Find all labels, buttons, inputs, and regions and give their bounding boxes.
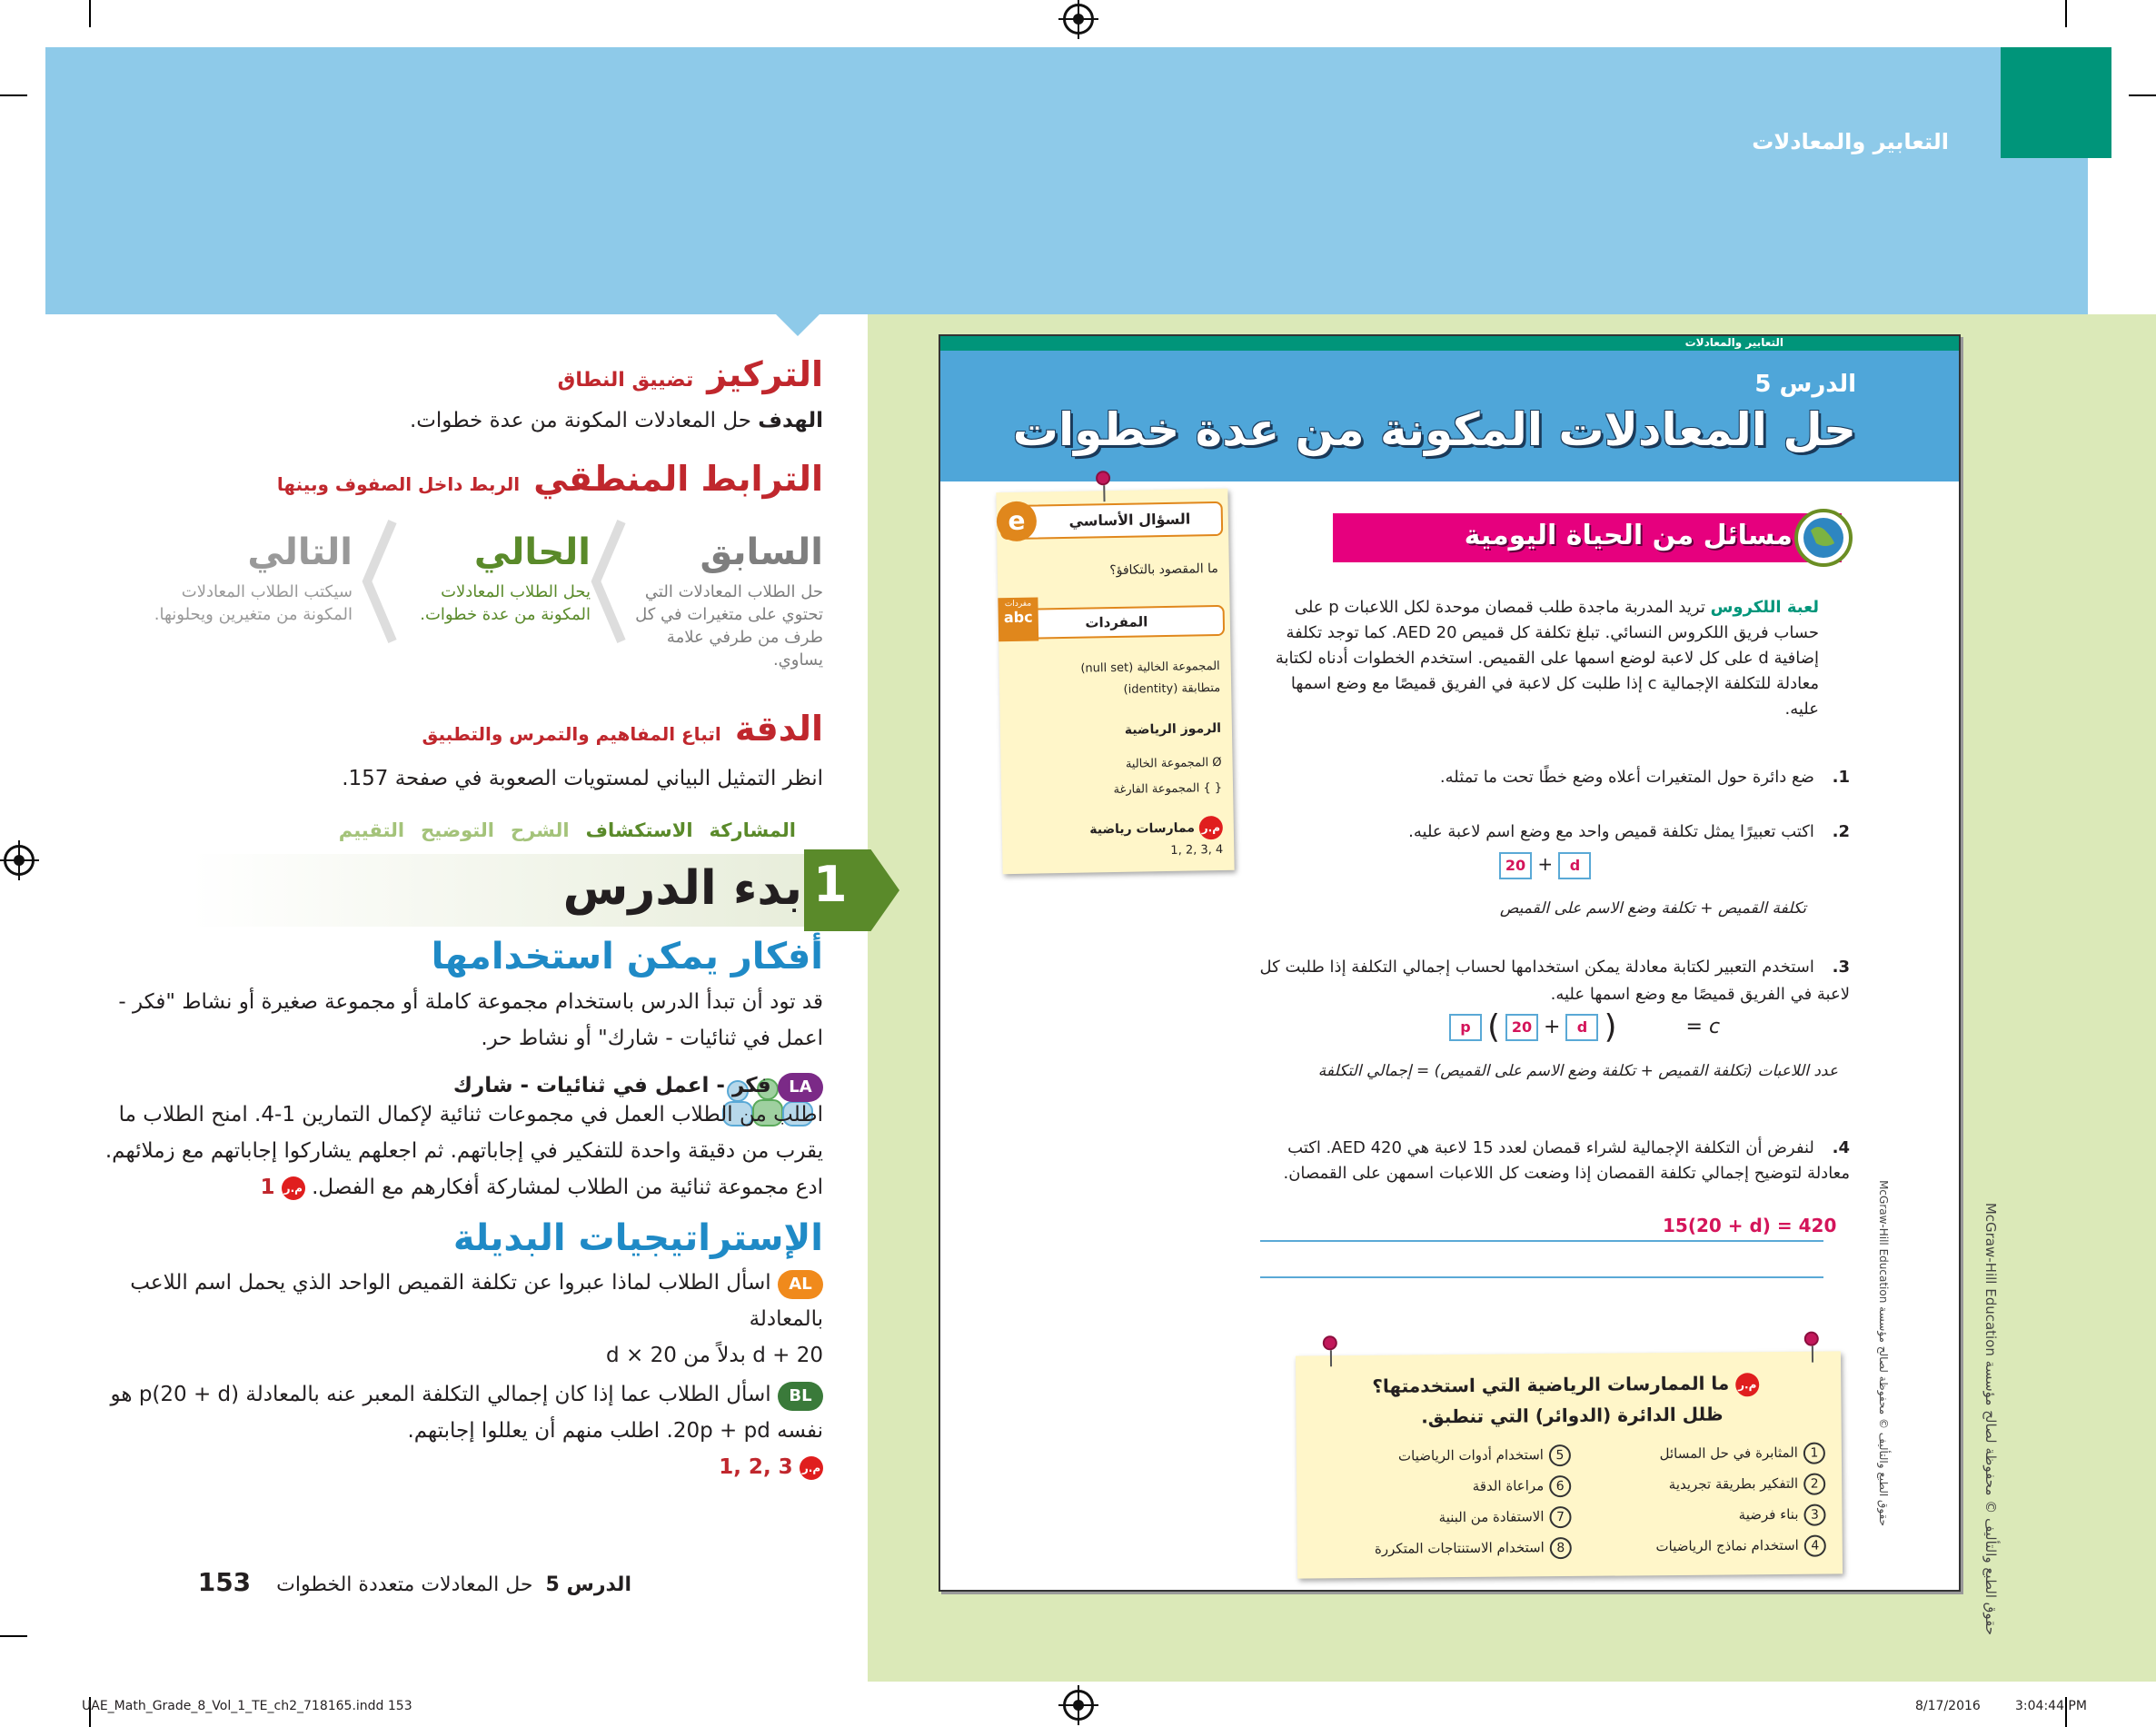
symbols-title: الرموز الرياضية bbox=[1124, 720, 1222, 738]
mp-q-sub: ظلل الدائرة (الدوائر) التي تنطبق. bbox=[1421, 1403, 1724, 1428]
pin-icon bbox=[1323, 1335, 1337, 1350]
q3-box-d: d bbox=[1565, 1014, 1598, 1041]
intro-text: تريد المدربة ماجدة طلب قمصان موحدة لكل اللاعبات p على حساب فريق اللكروس النسائي. تبلغ تكلفة كل قميص 20 AED. كما توجد تكلفة إضافية d على كل لاعبة لوضع اسمها على القميص. استخدم الخطوات أدناه لكتابة معادلة للتكلفة الإجمالية c إذا طلبت كل لاعبة في الفريق قميصًا مع وضع اسمها عليه. bbox=[1275, 598, 1819, 719]
q3-box-20: 20 bbox=[1505, 1014, 1538, 1041]
copyright-small: حقوق الطبع والتأليف © محفوظة لصالح مؤسسة McGraw-Hill Education bbox=[1877, 1180, 1890, 1526]
practices-row bbox=[1089, 816, 1223, 842]
al-block bbox=[78, 1265, 823, 1374]
q2-number: 2. bbox=[1832, 822, 1850, 841]
mp-q-row bbox=[1372, 1372, 1759, 1399]
focus-sub: تضييق النطاق bbox=[557, 369, 694, 392]
footer-lesson-label: الدرس 5 bbox=[545, 1573, 631, 1596]
mp-option[interactable] bbox=[1571, 1443, 1825, 1466]
file-name: UAE_Math_Grade_8_Vol_1_TE_ch2_718165.indd 153 bbox=[82, 1699, 412, 1713]
vocab-tag-icon: مفردات abc bbox=[998, 597, 1038, 641]
chapter-title: التعابير والمعادلات bbox=[1752, 129, 1949, 154]
mp-option-circle[interactable]: 1 bbox=[1803, 1443, 1825, 1464]
phase-engage: المشاركة bbox=[709, 819, 796, 841]
mp-option-label: مراعاة الدقة bbox=[1472, 1477, 1545, 1494]
mp-option-circle[interactable]: 7 bbox=[1549, 1506, 1571, 1528]
symbols-list bbox=[1113, 750, 1223, 803]
q4-number: 4. bbox=[1832, 1138, 1850, 1157]
crop-mark bbox=[2065, 0, 2067, 27]
q2-box-d: d bbox=[1558, 852, 1591, 879]
intro-paragraph bbox=[1256, 595, 1819, 722]
mp-q-title: ما الممارسات الرياضية التي استخدمتها؟ bbox=[1372, 1372, 1730, 1397]
pin-icon bbox=[1804, 1332, 1819, 1346]
ideas-text: قد تود أن تبدأ الدرس باستخدام مجموعة كاملة أو مجموعة صغيرة أو نشاط "فكر - اعمل في ثنائيات - شارك" أو نشاط حر. bbox=[118, 990, 823, 1050]
eq-title: السؤال الأساسي bbox=[1000, 501, 1224, 540]
side-sticky-note bbox=[996, 489, 1234, 874]
rigor-section bbox=[78, 709, 823, 749]
globe-icon bbox=[1794, 509, 1853, 567]
phase-evaluate: التقييم bbox=[338, 819, 405, 841]
question-4 bbox=[1250, 1136, 1850, 1186]
q4-text: لنفرض أن التكلفة الإجمالية لشراء قمصان لعدد 15 لاعبة هي 420 AED. اكتب معادلة لتوضيح إجمالي تكلفة القمصان إذا وضعت كل اللاعبات اسمهن على القمصان. bbox=[1283, 1138, 1850, 1183]
focus-section bbox=[78, 354, 823, 394]
registration-mark-icon bbox=[4, 845, 35, 876]
prev-title: السابق bbox=[700, 531, 823, 573]
symbol-item: { } المجموعة الفارغة bbox=[1113, 780, 1223, 798]
next-block bbox=[153, 531, 353, 626]
next-title: التالي bbox=[247, 531, 353, 573]
student-chapter-tag: التعابير والمعادلات bbox=[1684, 336, 1783, 349]
tps-title: فكر - اعمل في ثنائيات - شارك bbox=[452, 1074, 771, 1097]
now-block bbox=[391, 531, 591, 626]
q3-answer: p ( 20 + d ) = c bbox=[1449, 1008, 1720, 1046]
mp-option-label: استخدام نماذج الرياضيات bbox=[1655, 1536, 1799, 1555]
eq-text: ما المقصود بالتكافؤ؟ bbox=[1109, 561, 1218, 579]
banner-notch bbox=[774, 313, 821, 336]
mp-option-label: استخدام أدوات الرياضيات bbox=[1397, 1446, 1544, 1464]
mp-icon: م.ر bbox=[800, 1456, 823, 1480]
student-lesson-title: حل المعادلات المكونة من عدة خطوات bbox=[1012, 403, 1856, 456]
mp-option-circle[interactable]: 5 bbox=[1549, 1444, 1571, 1466]
q3-caption: عدد اللاعبات (تكلفة القميص + تكلفة وضع الاسم على القميص) = إجمالي التكلفة bbox=[1317, 1062, 1838, 1080]
real-world-title: مسائل من الحياة اليومية bbox=[1464, 520, 1793, 551]
bl-text: اسأل الطلاب عما إذا كان إجمالي التكلفة المعبر عنه بالمعادلة p(20 + d) هو نفسه 20p + pd. اطلب منهم أن يعللوا إجابتهم. bbox=[110, 1383, 823, 1443]
bl-badge: BL bbox=[778, 1382, 823, 1411]
rigor-sub: اتباع المفاهيم والتمرس والتطبيق bbox=[422, 723, 721, 745]
phase-tabs bbox=[69, 819, 796, 841]
rigor-heading: الدقة bbox=[734, 709, 823, 749]
mp-icon: م.ر bbox=[1199, 816, 1223, 839]
prev-text: حل الطلاب المعادلات التي تحتوي على متغيرات في كل طرف من طرفي علامة يساوي. bbox=[635, 582, 823, 670]
rigor-text: انظر التمثيل البياني لمستويات الصعوبة في صفحة 157. bbox=[342, 767, 823, 790]
prev-block bbox=[623, 531, 823, 671]
coherence-heading: الترابط المنطقي bbox=[533, 459, 823, 499]
phase-explore: الاستكشاف bbox=[585, 819, 693, 841]
q3-box-p: p bbox=[1449, 1014, 1482, 1041]
mp-option-label: المثابرة في حل المسائل bbox=[1659, 1444, 1798, 1463]
now-text: يحل الطلاب المعادلات المكونة من عدة خطوات. bbox=[420, 582, 591, 624]
tps-text: اطلب من الطلاب العمل في مجموعات ثنائية لإكمال التمارين 1-4. امنح الطلاب ما يقرب من دقيقة واحدة للتفكير في إجاباتهم. ثم اجعلهم يشاركوا إجاباتهم مع زملائهم. ادع مجموعة ثنائية من الطلاب لمشاركة أفكارهم مع الفصل. bbox=[104, 1103, 823, 1199]
registration-mark-icon bbox=[1063, 4, 1094, 35]
student-lesson-label: الدرس 5 bbox=[1754, 371, 1856, 398]
mp-option-circle[interactable]: 4 bbox=[1804, 1535, 1826, 1557]
launch-title: بدء الدرس bbox=[562, 861, 802, 916]
essential-question-icon: e bbox=[997, 501, 1038, 541]
q1-text: ضع دائرة حول المتغيرات أعلاه وضع خطًا تحت ما تمثله. bbox=[1439, 768, 1814, 787]
q1-number: 1. bbox=[1832, 768, 1850, 787]
mp-option[interactable] bbox=[1316, 1475, 1571, 1499]
tps-text-wrap bbox=[78, 1097, 823, 1206]
mp-sticky-note bbox=[1296, 1351, 1843, 1578]
student-chapter-strip bbox=[940, 336, 1959, 351]
bl-block bbox=[78, 1376, 823, 1485]
phase-explain: الشرح bbox=[510, 819, 570, 841]
print-date: 8/17/2016 bbox=[1915, 1699, 1981, 1713]
coherence-section bbox=[78, 459, 823, 499]
coherence-sub: الربط داخل الصفوف وبينها bbox=[276, 473, 521, 495]
header-accent bbox=[2001, 47, 2111, 158]
crop-mark bbox=[89, 0, 91, 27]
question-1 bbox=[1250, 765, 1850, 790]
vocab-item: المجموعة الخالية (null set) bbox=[1080, 659, 1220, 676]
mp-option-label: بناء فرضية bbox=[1738, 1505, 1799, 1524]
alt-heading: الإستراتيجيات البديلة bbox=[452, 1217, 823, 1259]
now-title: الحالي bbox=[473, 531, 591, 573]
crop-mark bbox=[0, 94, 27, 96]
mp-option[interactable] bbox=[1316, 1444, 1571, 1468]
vocab-list bbox=[1080, 656, 1220, 702]
mp-option-label: التفكير بطريقة تجريدية bbox=[1668, 1474, 1799, 1494]
mp-option-circle[interactable]: 6 bbox=[1549, 1475, 1571, 1497]
al-text: اسأل الطلاب لماذا عبروا عن تكلفة القميص الواحد الذي يحمل اسم اللاعب بالمعادلة bbox=[130, 1271, 823, 1331]
footer-lesson-title: حل المعادلات متعددة الخطوات bbox=[276, 1573, 533, 1596]
al-badge: AL bbox=[778, 1270, 823, 1299]
phase-elaborate: التوضيح bbox=[421, 819, 494, 841]
bl-mp: 1, 2, 3 bbox=[719, 1455, 793, 1479]
header-banner bbox=[45, 47, 2088, 314]
focus-heading: التركيز bbox=[707, 354, 823, 394]
mp-option-label: الاستفادة من البنية bbox=[1438, 1508, 1545, 1526]
mp-option-circle[interactable]: 8 bbox=[1550, 1537, 1572, 1559]
vocab-item: متطابقة (identity) bbox=[1123, 680, 1221, 697]
q4-answer: 15(20 + d) = 420 bbox=[1663, 1215, 1837, 1236]
q3-text: استخدم التعبير لكتابة معادلة يمكن استخدامها لحساب إجمالي التكلفة إذا طلبت كل لاعبة في الفريق قميصًا مع وضع اسمها عليه. bbox=[1259, 958, 1850, 1004]
mp-option[interactable] bbox=[1317, 1537, 1572, 1561]
goal-text: حل المعادلات المكونة من عدة خطوات. bbox=[409, 409, 751, 432]
tps-mp: 1 bbox=[260, 1176, 275, 1199]
symbol-item: Ø المجموعة الخالية bbox=[1125, 755, 1222, 771]
practices-numbers: 1, 2, 3, 4 bbox=[1170, 842, 1224, 858]
chevron-icon bbox=[591, 518, 627, 645]
practices-title: ممارسات رياضية bbox=[1089, 820, 1196, 838]
question-3 bbox=[1250, 954, 1850, 1008]
al-expr: 20 + d بدلاً من 20 × d bbox=[606, 1344, 823, 1367]
registration-mark-icon bbox=[1063, 1690, 1094, 1721]
launch-number: 1 bbox=[813, 856, 848, 913]
mp-option-label: استخدام الاستنتاجات المتكررة bbox=[1374, 1539, 1545, 1557]
vocab-title: المفردات bbox=[1008, 605, 1226, 640]
mp-option-circle[interactable]: 3 bbox=[1803, 1504, 1825, 1526]
answer-line bbox=[1260, 1276, 1823, 1278]
intro-label: لعبة اللكروس bbox=[1710, 598, 1819, 617]
mp-option[interactable] bbox=[1571, 1474, 1825, 1497]
vocab-tag: مفردات bbox=[1004, 599, 1032, 610]
q2-caption: تكلفة القميص + تكلفة وضع الاسم على القميص bbox=[1499, 899, 1806, 918]
q3-equals-c: = c bbox=[1685, 1016, 1721, 1038]
answer-line bbox=[1260, 1240, 1823, 1242]
mp-option[interactable] bbox=[1571, 1504, 1825, 1528]
mp-option[interactable] bbox=[1316, 1506, 1571, 1530]
mp-icon: م.ر bbox=[282, 1176, 305, 1200]
goal-label: الهدف bbox=[758, 409, 823, 432]
mp-option-circle[interactable]: 2 bbox=[1803, 1474, 1825, 1495]
q2-box-20: 20 bbox=[1499, 852, 1532, 879]
question-2 bbox=[1250, 819, 1850, 845]
mp-checklist bbox=[1316, 1443, 1826, 1562]
q3-number: 3. bbox=[1832, 958, 1850, 977]
la-badge: LA bbox=[778, 1073, 823, 1102]
crop-mark bbox=[2129, 94, 2156, 96]
ideas-heading: أفكار يمكن استخدامها bbox=[431, 936, 823, 978]
q2-text: اكتب تعبيرًا يمثل تكلفة قميص واحد مع وضع اسم لاعبة عليه. bbox=[1408, 822, 1814, 841]
mp-icon: م.ر bbox=[1735, 1373, 1759, 1396]
print-time: 3:04:44 PM bbox=[2015, 1699, 2087, 1713]
page-number: 153 bbox=[197, 1567, 252, 1597]
crop-mark bbox=[0, 1635, 27, 1637]
next-text: سيكتب الطلاب المعادلات المكونة من متغيرين ويحلونها. bbox=[154, 582, 353, 624]
q2-answer: 20 + d bbox=[1499, 852, 1591, 879]
copyright-side: حقوق الطبع والتأليف © محفوظة لصالح مؤسسة McGraw-Hill Education bbox=[1982, 1202, 1999, 1635]
page-footer bbox=[198, 1567, 631, 1597]
mp-option[interactable] bbox=[1572, 1535, 1826, 1559]
goal-line bbox=[78, 403, 823, 438]
